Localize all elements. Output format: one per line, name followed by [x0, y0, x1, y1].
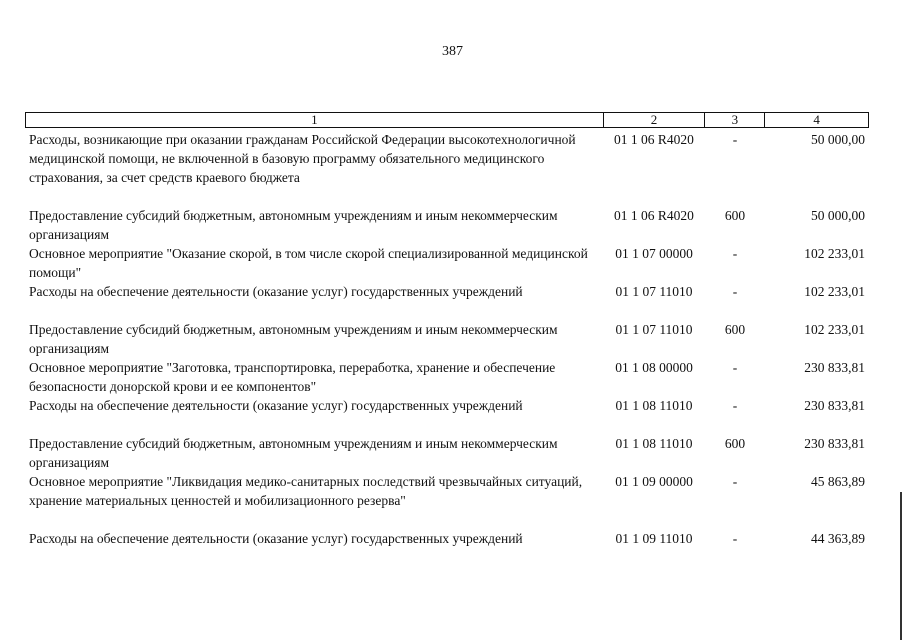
header-col-1: 1	[26, 113, 604, 127]
row-type: 600	[724, 322, 746, 337]
row-type: -	[732, 474, 738, 489]
row-description: Расходы на обеспечение деятельности (оказание услуг) государственных учреждений	[29, 531, 523, 546]
row-description: Основное мероприятие "Оказание скорой, в том числе скорой специализированной медицинской помощи"	[29, 246, 588, 280]
table-row	[29, 396, 869, 434]
table-row	[29, 282, 869, 320]
table-header	[25, 112, 869, 128]
row-type: -	[732, 132, 738, 147]
table-row	[29, 529, 869, 567]
row-amount: 50 000,00	[811, 132, 865, 147]
row-type: 600	[724, 436, 746, 451]
table-row	[29, 434, 869, 472]
row-code: 01 1 07 11010	[615, 322, 693, 337]
row-code: 01 1 07 00000	[615, 246, 693, 261]
row-code: 01 1 09 11010	[615, 531, 693, 546]
row-description: Предоставление субсидий бюджетным, автономным учреждениям и иным некоммерческим организациям	[29, 436, 558, 470]
row-code: 01 1 08 00000	[615, 360, 693, 375]
row-amount: 230 833,81	[804, 436, 865, 451]
row-type: 600	[724, 208, 746, 223]
row-type: -	[732, 284, 738, 299]
row-code: 01 1 09 00000	[615, 474, 693, 489]
table-row	[29, 206, 869, 244]
row-amount: 45 863,89	[811, 474, 865, 489]
row-description: Предоставление субсидий бюджетным, автономным учреждениям и иным некоммерческим организациям	[29, 322, 558, 356]
row-amount: 44 363,89	[811, 531, 865, 546]
table-row	[29, 472, 869, 529]
page-number: 387	[442, 44, 463, 59]
row-amount: 50 000,00	[811, 208, 865, 223]
row-code: 01 1 08 11010	[615, 436, 693, 451]
header-col-3: 3	[705, 113, 765, 127]
row-amount: 230 833,81	[804, 398, 865, 413]
row-type: -	[732, 531, 738, 546]
table-row	[29, 320, 869, 358]
header-col-2: 2	[604, 113, 706, 127]
table-row	[29, 358, 869, 396]
scan-edge-line	[900, 492, 902, 640]
row-code: 01 1 07 11010	[615, 284, 693, 299]
row-type: -	[732, 360, 738, 375]
header-col-4: 4	[813, 112, 820, 127]
row-description: Расходы на обеспечение деятельности (оказание услуг) государственных учреждений	[29, 284, 523, 299]
row-amount: 230 833,81	[804, 360, 865, 375]
row-description: Основное мероприятие "Заготовка, транспортировка, переработка, хранение и обеспечение безопасности донорской крови и ее компонентов"	[29, 360, 556, 394]
table-row	[29, 244, 869, 282]
row-description: Предоставление субсидий бюджетным, автономным учреждениям и иным некоммерческим организациям	[29, 208, 558, 242]
row-amount: 102 233,01	[804, 322, 865, 337]
row-description: Основное мероприятие "Ликвидация медико-санитарных последствий чрезвычайных ситуаций, хранение материальных ценностей и мобилизационного резерва"	[29, 474, 583, 508]
row-amount: 102 233,01	[804, 284, 865, 299]
row-code: 01 1 08 11010	[615, 398, 693, 413]
row-description: Расходы на обеспечение деятельности (оказание услуг) государственных учреждений	[29, 398, 523, 413]
row-type: -	[732, 398, 738, 413]
row-code: 01 1 06 R4020	[614, 132, 694, 147]
row-description: Расходы, возникающие при оказании гражданам Российской Федерации высокотехнологичной медицинской помощи, не включенной в базовую программу обязательного медицинского страхования, за счет средств краевого бюджета	[29, 132, 576, 185]
row-code: 01 1 06 R4020	[614, 208, 694, 223]
row-amount: 102 233,01	[804, 246, 865, 261]
table-body	[29, 130, 869, 567]
row-type: -	[732, 246, 738, 261]
table-row	[29, 130, 869, 206]
